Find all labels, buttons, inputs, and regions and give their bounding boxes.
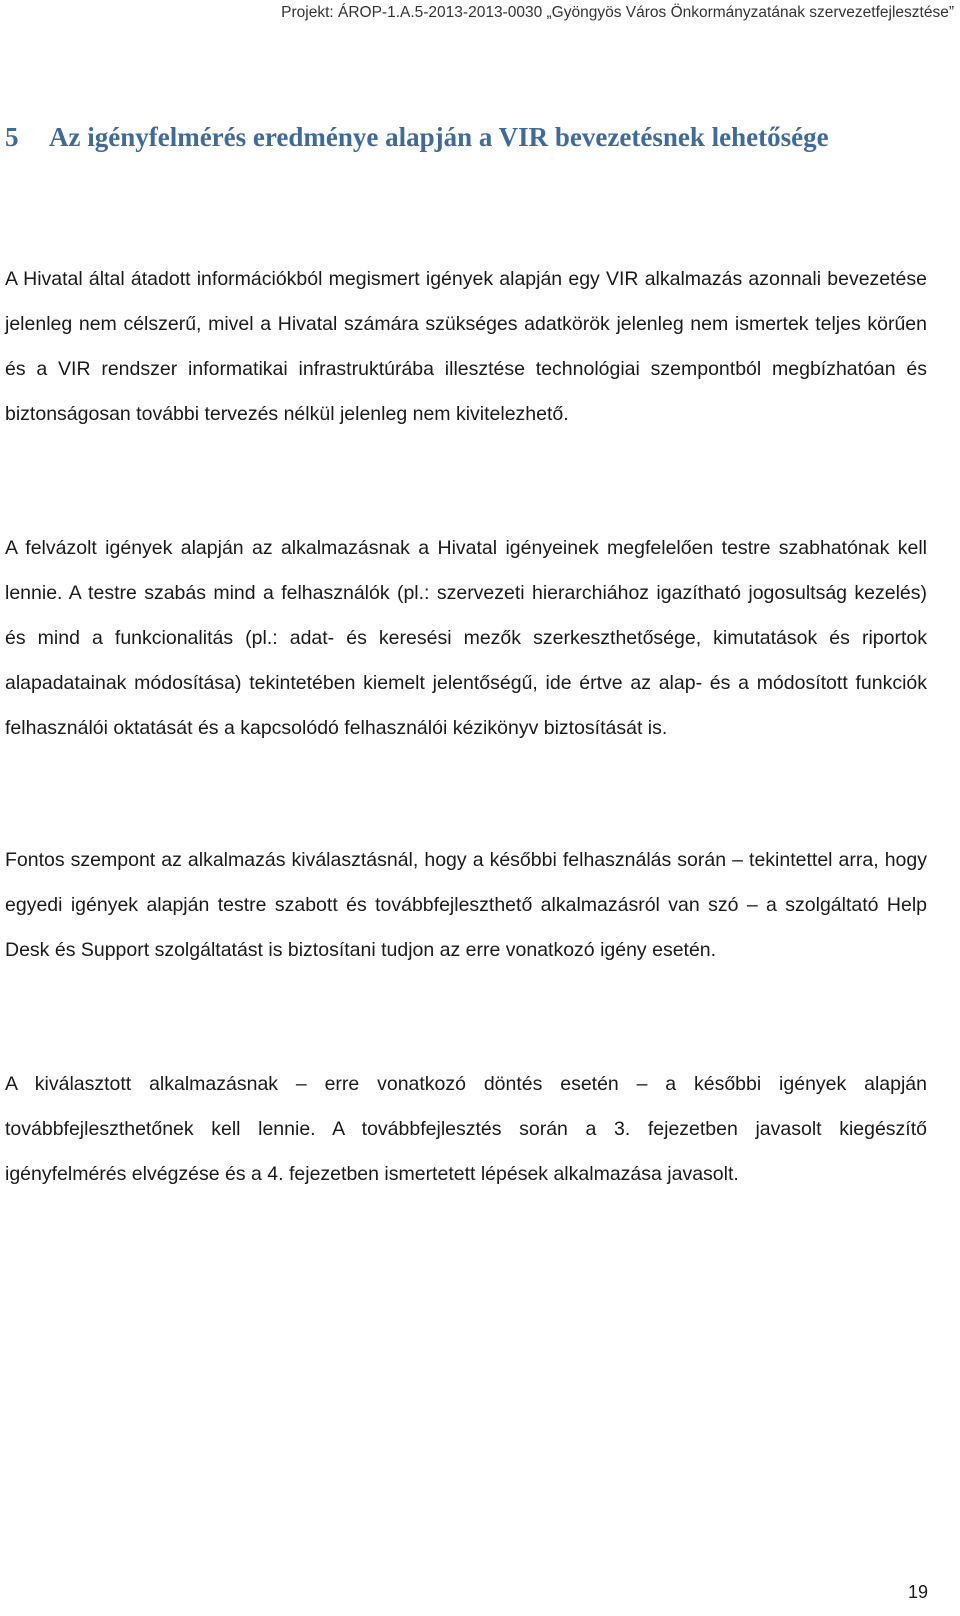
paragraph: A Hivatal által átadott információkból megismert igények alapján egy VIR alkalmazás azonnali bevezetése jelenleg nem célszerű, mivel a Hivatal számára szükséges adatkörök jelenleg nem ismertek teljes körűen és a VIR rendszer informatikai infrastruktúrába illesztése technológiai szempontból megbízhatóan és biztonságosan további tervezés nélkül jelenleg nem kivitelezhető.: [5, 268, 927, 425]
paragraph: A kiválasztott alkalmazásnak – erre vonatkozó döntés esetén – a későbbi igények alapján továbbfejleszthetőnek kell lennie. A továbbfejlesztés során a 3. fejezetben javasolt kiegészítő igényfelmérés elvégzése és a 4. fejezetben ismertetett lépések alkalmazása javasolt.: [5, 1073, 927, 1185]
page-header: Projekt: ÁROP-1.A.5-2013-2013-0030 „Gyöngyös Város Önkormányzatának szervezetfejlesztése”: [281, 4, 954, 21]
paragraph-block: [5, 526, 927, 751]
chapter-title: Az igényfelmérés eredménye alapján a VIR bevezetésnek lehetősége: [49, 122, 829, 152]
paragraph-block: [5, 838, 927, 973]
page-number: 19: [907, 1582, 928, 1602]
paragraph-block: [5, 1062, 927, 1197]
paragraph-block: [5, 257, 927, 437]
paragraph: A felvázolt igények alapján az alkalmazásnak a Hivatal igényeinek megfelelően testre szabhatónak kell lennie. A testre szabás mind a felhasználók (pl.: szervezeti hierarchiához igazítható jogosultság kezelés) és mind a funkcionalitás (pl.: adat- és keresési mezők szerkeszthetősége, kimutatások és riportok alapadatainak módosítása) tekintetében kiemelt jelentőségű, ide értve az alap- és a módosított funkciók felhasználói oktatását és a kapcsolódó felhasználói kézikönyv biztosítását is.: [5, 537, 927, 739]
chapter-number: 5: [5, 122, 19, 152]
chapter-heading: [5, 112, 925, 162]
paragraph: Fontos szempont az alkalmazás kiválasztásnál, hogy a későbbi felhasználás során – tekintettel arra, hogy egyedi igények alapján testre szabott és továbbfejleszthető alkalmazásról van szó – a szolgáltató Help Desk és Support szolgáltatást is biztosítani tudjon az erre vonatkozó igény esetén.: [5, 849, 927, 961]
